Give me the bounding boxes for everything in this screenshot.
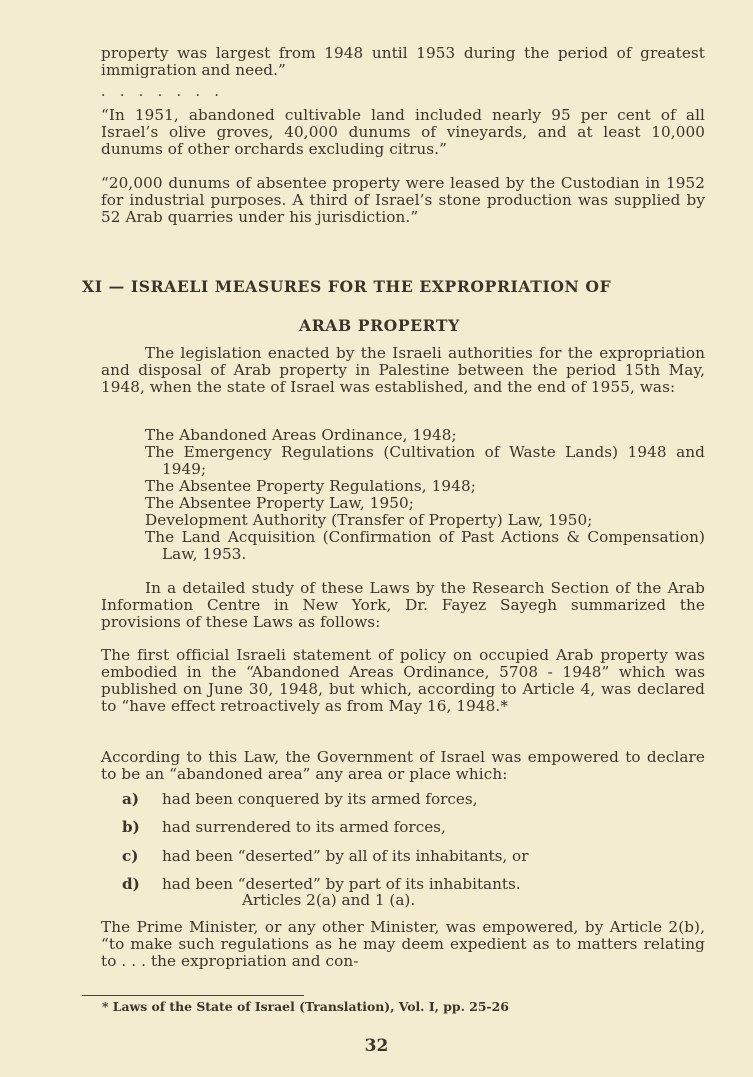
paragraph-according: According to this Law, the Government of Israel was empowered to declare to be an “abandoned area” any area or place which: — [101, 748, 705, 783]
condition-label: a) — [122, 790, 140, 808]
condition-label: c) — [122, 847, 139, 865]
ellipsis: . . . . . . . — [101, 84, 224, 100]
paragraph-intro: The legislation enacted by the Israeli authorities for the expropriation and disposal of Arab property in Palestine between the period 15th May, 1948, when the state of Israel was established, and the end of 1955, was: — [101, 344, 705, 396]
paragraph-quote-1951: “In 1951, abandoned cultivable land included nearly 95 per cent of all Israel’s olive groves, 40,000 dunums of vineyards, and at least 10,000 dunums of other orchards excluding citrus.” — [101, 106, 705, 158]
condition-b — [122, 819, 446, 836]
law-item: The Absentee Property Regulations, 1948; — [145, 477, 476, 495]
law-item: The Land Acquisition (Confirmation of Past Actions & Compensation) Law, 1953. — [145, 528, 705, 563]
paragraph-study: In a detailed study of these Laws by the Research Section of the Arab Information Centre in New York, Dr. Fayez Sayegh summarized the provisions of these Laws as follows: — [101, 579, 705, 631]
condition-a — [122, 791, 478, 808]
law-item: The Abandoned Areas Ordinance, 1948; — [145, 426, 457, 444]
condition-label: d) — [122, 875, 140, 893]
laws-list — [145, 427, 705, 563]
section-heading-subtitle: ARAB PROPERTY — [299, 316, 460, 335]
paragraph-first-statement: The first official Israeli statement of policy on occupied Arab property was embodied in the “Abandoned Areas Ordinance, 5708 - 1948” which was published on June 30, 1948, but which, according to Article 4, was declared to “have effect retroactively as from May 16, 1948.* — [101, 646, 705, 715]
section-heading: XI — ISRAELI MEASURES FOR THE EXPROPRIATION OF — [82, 277, 612, 296]
law-item: Development Authority (Transfer of Property) Law, 1950; — [145, 511, 593, 529]
footnote: * Laws of the State of Israel (Translation), Vol. I, pp. 25-26 — [102, 999, 509, 1014]
law-item: The Emergency Regulations (Cultivation of Waste Lands) 1948 and 1949; — [145, 443, 705, 478]
articles-reference: Articles 2(a) and 1 (a). — [242, 891, 416, 909]
paragraph-quote-custodian: “20,000 dunums of absentee property were leased by the Custodian in 1952 for industrial purposes. A third of Israel’s stone production was supplied by 52 Arab quarries under his jurisdiction.” — [101, 174, 705, 226]
condition-text: had been conquered by its armed forces, — [162, 790, 478, 808]
condition-c — [122, 848, 528, 865]
page-number: 32 — [364, 1036, 389, 1056]
condition-text: had surrendered to its armed forces, — [162, 818, 446, 836]
condition-label: b) — [122, 818, 140, 836]
condition-text: had been “deserted” by part of its inhabitants. — [162, 875, 521, 893]
paragraph-prime-minister: The Prime Minister, or any other Minister, was empowered, by Article 2(b), “to make such regulations as he may deem expedient as to matters relating to . . . the expropriation and con- — [101, 918, 705, 970]
paragraph-continuation: property was largest from 1948 until 1953 during the period of greatest immigration and need.” — [101, 44, 705, 79]
law-item: The Absentee Property Law, 1950; — [145, 494, 414, 512]
condition-text: had been “deserted” by all of its inhabitants, or — [162, 847, 529, 865]
footnote-rule — [82, 995, 304, 996]
